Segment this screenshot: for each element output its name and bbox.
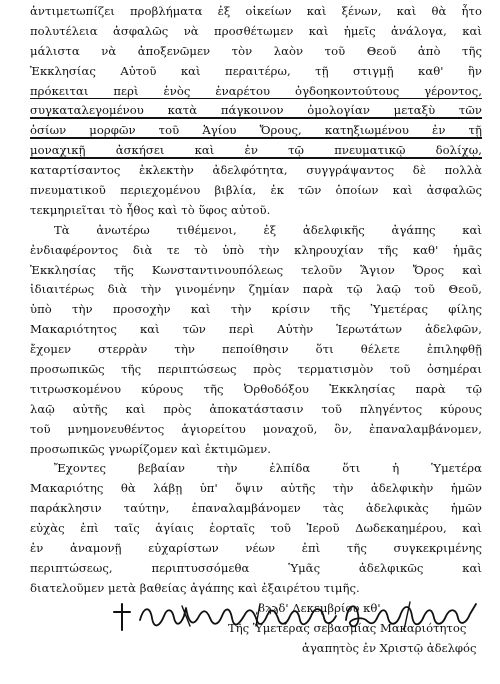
text-line: Ἐκκλησίας τῆς Κωνσταντινουπόλεως τελοῦν Ἅγιον Ὄρος καὶ [30,262,482,277]
text-line: ἀντιμετωπίζει προβλήματα ἐξ οἰκείων καὶ ξένων, καὶ θὰ ἦτο [30,4,482,18]
text-line: συγκαταλεγομένου κατὰ πάγκοινον ὁμολογίαν μεταξὺ τῶν [30,103,482,118]
text-line: Μακαριότης θὰ λάβῃ ὑπ' ὄψιν αὐτῆς τὴν ἀδελφικὴν ἡμῶν [30,481,482,496]
text-line: τοῦ μνημονευθέντος ἁγιορείτου μοναχοῦ, ὃν, ἐπαναλαμβάνομεν, [30,421,482,436]
text-line: προσωπικῶς γνωρίζομεν καὶ ἐκτιμῶμεν. [30,441,271,456]
text-line: ὁσίων μορφῶν τοῦ Ἁγίου Ὄρους, κατηξιωμένου ἐν τῇ [30,123,482,138]
text-line: Τὰ ἀνωτέρω τιθέμενοι, ἐξ ἀδελφικῆς ἀγάπης καὶ [54,222,482,237]
text-line: ἐνδιαφέροντος διὰ τε τὸ ὑπὸ τὴν κληρουχίαν τῆς καθ' ἡμᾶς [30,242,482,257]
text-line: Μακαριότητος καὶ τῶν περὶ Αὐτὴν Ἱερωτάτων ἀδελφῶν, [30,322,482,337]
text-line: μοναχικῇ ἀσκήσει καὶ ἐν τῷ πνευματικῷ δολίχῳ, [30,143,482,158]
text-line: μάλιστα νὰ ἀποξενῶμεν τὸν λαὸν τοῦ Θεοῦ ἀπὸ τῆς [30,43,482,58]
closing-line: Τῆς Ὑμετέρας σεβασμίας Μακαριότητος [228,620,467,635]
text-line: πρόκειται περὶ ἑνὸς ἐναρέτου ὀγδοηκοντούτους γέροντος, [30,83,482,98]
text-line: εὐχὰς ἐπὶ ταῖς ἁγίαις ἑορταῖς τοῦ Ἱεροῦ Δωδεκαημέρου, καὶ [30,521,482,536]
handwritten-signature [110,596,490,636]
text-line: καταρτίσαντος ἐκλεκτὴν ἀδελφότητα, συγγράψαντος δὲ πολλὰ [30,163,482,178]
text-line: λαῷ αὐτῆς καὶ πρὸς ἀποκατάστασιν τοῦ πληγέντος κύρους [30,401,482,416]
text-line: ἔχομεν στερρὰν τὴν πεποίθησιν ὅτι θέλετε ἐπιληφθῇ [30,342,482,357]
closing-line: ἀγαπητὸς ἐν Χριστῷ ἀδελφός [302,640,477,655]
text-line: προσωπικῶς τῆς περιπτώσεως πρὸς τερματισμὸν τοῦ ὁσημέραι [30,362,482,377]
text-line: Ἐκκλησίας Αὐτοῦ καὶ περαιτέρω, τῇ στιγμῇ καθ' ἣν [30,63,482,78]
text-line: τεκμηριεῖται τὸ ἦθος καὶ τὸ ὕφος αὐτοῦ. [30,202,271,217]
text-line: πνευματικοῦ περιεχομένου βιβλία, ἐκ τῶν ὁποίων καὶ ἀσφαλῶς [30,183,482,198]
letter-date: ͵ϐϡϡδ' Δεκεμβρίου κθ' [255,600,381,615]
text-line: παράκλησιν ταύτην, ἐπαναλαμβάνομεν τὰς ἀδελφικὰς ἡμῶν [30,501,482,516]
text-line: τιτρωσκομένου κύρους τῆς Ὀρθοδόξου Ἐκκλησίας παρὰ τῷ [30,381,482,396]
text-line: ἰδιαιτέρως διὰ τὴν γινομένην ζημίαν παρὰ τῷ λαῷ τοῦ Θεοῦ, [30,282,482,297]
text-line: ὑπὸ τὴν προσοχὴν καὶ τὴν κρίσιν τῆς Ὑμετέρας φίλης [30,302,482,317]
text-line: διατελοῦμεν μετὰ βαθείας ἀγάπης καὶ ἐξαιρέτου τιμῆς. [30,580,360,595]
text-line: Ἔχοντες βεβαίαν τὴν ἐλπίδα ὅτι ἡ Ὑμετέρα [54,461,482,476]
text-line: περιπτώσεως, περιπτυσσόμεθα Ὑμᾶς ἀδελφικῶς καὶ [30,560,482,575]
text-line: πολυτέλεια ἀσφαλῶς νὰ προσθέτωμεν καὶ ἡμεῖς ἀνάλογα, καὶ [30,23,482,38]
text-line: ἐν ἀναμονῇ εὐχαρίστων νέων ἐπὶ τῆς συγκεκριμένης [30,541,482,556]
